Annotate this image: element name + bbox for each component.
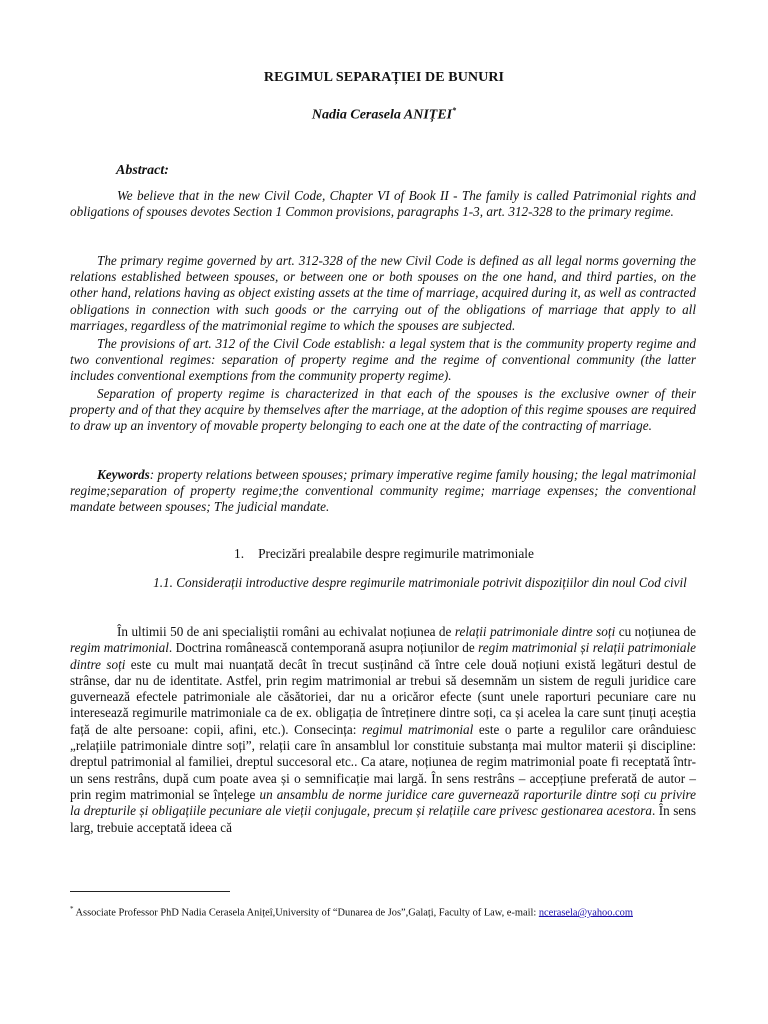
body-italic-definition: un ansamblu de norme juridice care guvernează raporturile dintre soți cu privire la drepturile și obligațiile pecuniare ale vieții conjugale, precum și relațiile care privesc gestionarea acestora (70, 786, 696, 819)
keywords-text: : property relations between spouses; primary imperative regime family housing; the legal matrimonial regime;separation of property regime;the conventional community regime; marriage expenses; the conventional mandate between spouses; The judicial mandate. (70, 467, 696, 515)
abstract-label: Abstract: (116, 163, 169, 178)
section-1-1-heading: 1.1. Considerații introductive despre regimurile matrimoniale potrivit dispozițiilor din noul Cod civil (153, 575, 687, 590)
section-1-heading (0, 546, 768, 562)
body-italic-term: regimul matrimonial (361, 721, 474, 737)
body-text-segment: . Doctrina românească contemporană asupra noțiunilor de (168, 640, 479, 656)
abstract-paragraph-1: We believe that in the new Civil Code, Chapter VI of Book II - The family is called Patrimonial rights and obligations of spouses devotes Section 1 Common provisions, paragraphs 1-3, art. 312-328 to the primary regime. (70, 188, 696, 220)
body-text-segment: este cu mult mai nuanțată decât în trecut susținând că între cele două noțiuni există legături destul de strânse, dar nu de identitate. Astfel, prin regim matrimonial ar trebui să desemnăm un sistem de reguli juridice care guvernează efectele patrimoniale ale căsătoriei, dar nu a oricăror efecte (sunt unele raporturi pecuniare care nu interesează regimurile matrimoniale ca de ex. obligația de întreținere dintre soți, ca și acelea la care sunt ținuți aceștia față de alte persoane: copii, afini, etc.). Consecința: (70, 656, 696, 737)
body-italic-term: regim matrimonial (70, 640, 169, 656)
body-text-segment: . În sens larg, trebuie acceptată ideea că (70, 803, 696, 835)
body-italic-term: relații patrimoniale dintre soți (454, 624, 616, 639)
body-paragraph (70, 624, 696, 836)
body-text-segment: este o parte a regulilor care orânduiesc „relațiile patrimoniale dintre soți”, relații care în ansamblul lor constituie substanța mai multor materii și discipline: dreptul patrimonial al familiei, dreptul succesoral etc.. Ca atare, noțiunea de regim matrimonial poate fi receptată într-un sens restrâns, după cum poate avea și o semnificație mai largă. În sens restrâns – accepțiune preferată de autor – prin regim matrimonial se înțelege (70, 721, 696, 802)
abstract-paragraph-4: Separation of property regime is characterized in that each of the spouses is the exclusive owner of their property and of that they acquire by themselves after the marriage, at the adoption of this regime spouses are required to draw up an inventory of movable property belonging to each one at the date of the contracting of marriage. (70, 386, 696, 434)
footnote-text: Associate Professor PhD Nadia Cerasela Anițeî,University of “Dunarea de Jos”,Galați, Faculty of Law, e-mail: (73, 907, 539, 919)
footnote-divider (70, 891, 230, 892)
footnote (70, 902, 696, 920)
body-italic-term: regim matrimonial și relații patrimoniale dintre soți (70, 640, 696, 672)
footnote-mark: * (70, 905, 74, 913)
abstract-paragraph-2: The primary regime governed by art. 312-328 of the new Civil Code is defined as all legal norms governing the relations established between spouses, or between one or both spouses on the one hand, and third parties, on the other hand, relations having as object existing assets at the time of marriage, acquired during it, as well as contracted obligations in connection with such goods or the carrying out of the obligations of marriage that apply to all marriages, regardless of the matrimonial regime to which the spouses are subjected. (70, 253, 696, 333)
section-1-number: 1. (234, 546, 245, 561)
author-line (0, 106, 768, 124)
abstract-paragraph-3: The provisions of art. 312 of the Civil Code establish: a legal system that is the community property regime and two conventional regimes: separation of property regime and the regime of conventional community (the latter includes conventional exemptions from the community property regime). (70, 336, 696, 384)
author-name: Nadia Cerasela ANIȚEI (311, 107, 453, 123)
author-footnote-mark[interactable]: * (452, 106, 457, 115)
keywords-paragraph (70, 467, 696, 516)
paper-title: REGIMUL SEPARAȚIEI DE BUNURI (263, 70, 505, 85)
footnote-email-link[interactable]: ncerasela@yahoo.com (538, 907, 633, 919)
body-text-segment: În ultimii 50 de ani specialiștii români au echivalat noțiunea de (117, 624, 455, 639)
body-text-segment: cu noțiunea de (615, 624, 696, 639)
section-1-title: Precizări prealabile despre regimurile matrimoniale (258, 546, 534, 561)
keywords-label: Keywords (97, 467, 150, 482)
